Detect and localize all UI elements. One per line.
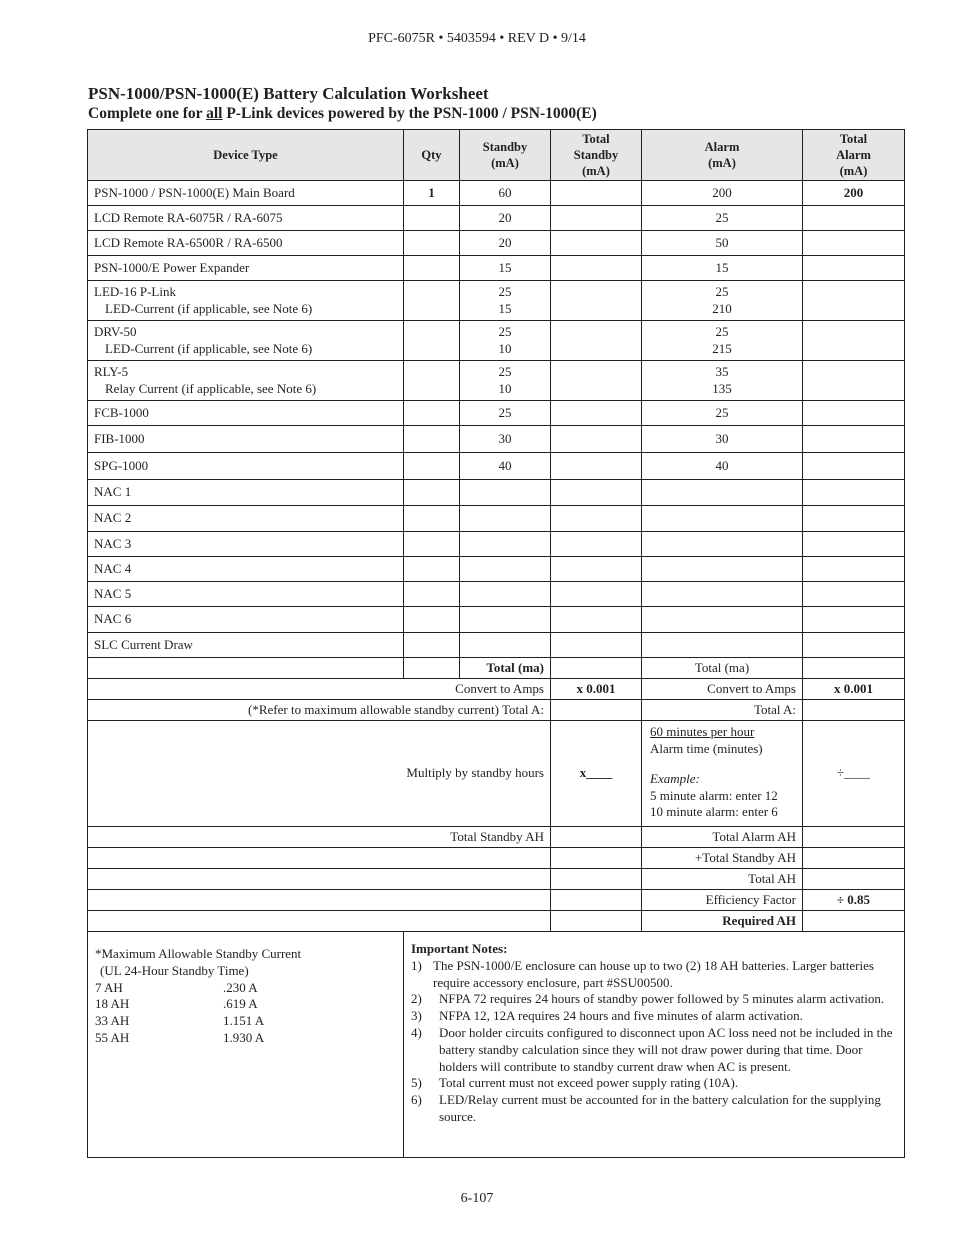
- total-standby-cell[interactable]: [551, 361, 642, 401]
- total-alarm-cell[interactable]: [803, 426, 905, 453]
- total-alarm-cell[interactable]: 200: [803, 181, 905, 206]
- efficiency-factor-value: ÷ 0.85: [803, 890, 905, 911]
- standby-cell: 25 10: [460, 361, 551, 401]
- blank-cell: [88, 848, 551, 869]
- total-alarm-cell[interactable]: [803, 281, 905, 321]
- total-standby-cell[interactable]: [551, 453, 642, 480]
- battery-calculation-table: [87, 129, 905, 932]
- device-type-cell: FIB-1000: [88, 426, 404, 453]
- qty-cell[interactable]: [404, 453, 460, 480]
- total-standby-cell[interactable]: [551, 557, 642, 582]
- standby-cell: [460, 557, 551, 582]
- blank-cell: [551, 890, 642, 911]
- total-standby-cell[interactable]: [551, 426, 642, 453]
- alarm-cell: 40: [642, 453, 803, 480]
- qty-cell[interactable]: [404, 361, 460, 401]
- standby-total-a-field[interactable]: [551, 700, 642, 721]
- standby-cell: 20: [460, 231, 551, 256]
- device-type-cell: NAC 3: [88, 532, 404, 557]
- alarm-cell: 25 210: [642, 281, 803, 321]
- col-standby: Standby (mA): [460, 130, 551, 181]
- convert-amps-alarm-factor: x 0.001: [803, 679, 905, 700]
- table-row: [88, 281, 905, 321]
- total-standby-cell[interactable]: [551, 206, 642, 231]
- qty-cell[interactable]: [404, 231, 460, 256]
- total-standby-cell[interactable]: [551, 231, 642, 256]
- standby-cell: 30: [460, 426, 551, 453]
- device-type-cell: RLY-5 Relay Current (if applicable, see Note 6): [88, 361, 404, 401]
- convert-amps-standby-label: Convert to Amps: [88, 679, 551, 700]
- total-ma-alarm-field[interactable]: [803, 658, 905, 679]
- total-alarm-cell[interactable]: [803, 582, 905, 607]
- table-row: [88, 633, 905, 658]
- total-alarm-cell[interactable]: [803, 607, 905, 633]
- alarm-time-instructions: 60 minutes per hour Alarm time (minutes) Example: 5 minute alarm: enter 12 10 minute alarm: enter 6: [642, 721, 803, 827]
- page-number: 6-107: [460, 1191, 494, 1206]
- total-alarm-cell[interactable]: [803, 256, 905, 281]
- alarm-cell: [642, 607, 803, 633]
- required-ah-label: Required AH: [642, 911, 803, 932]
- device-type-cell: NAC 2: [88, 506, 404, 532]
- total-standby-cell[interactable]: [551, 582, 642, 607]
- table-row: [88, 480, 905, 506]
- table-row: [88, 453, 905, 480]
- total-alarm-cell[interactable]: [803, 506, 905, 532]
- standby-cell: 25 15: [460, 281, 551, 321]
- table-row: [88, 181, 905, 206]
- qty-cell[interactable]: [404, 426, 460, 453]
- plus-total-standby-ah-field[interactable]: [803, 848, 905, 869]
- alarm-cell: 30: [642, 426, 803, 453]
- table-row: [88, 607, 905, 633]
- qty-cell[interactable]: [404, 532, 460, 557]
- total-standby-cell[interactable]: [551, 281, 642, 321]
- qty-cell[interactable]: 1: [404, 181, 460, 206]
- total-alarm-cell[interactable]: [803, 401, 905, 426]
- total-alarm-cell[interactable]: [803, 231, 905, 256]
- qty-cell[interactable]: [404, 557, 460, 582]
- standby-cell: [460, 480, 551, 506]
- total-standby-cell[interactable]: [551, 401, 642, 426]
- worksheet-subtitle: Complete one for all P-Link devices powered by the PSN-1000 / PSN-1000(E): [88, 105, 597, 122]
- alarm-total-a-label: Total A:: [642, 700, 803, 721]
- device-type-cell: LED-16 P-Link LED-Current (if applicable, see Note 6): [88, 281, 404, 321]
- notes-table: [87, 931, 905, 1158]
- device-type-cell: NAC 5: [88, 582, 404, 607]
- note-item: 1) The PSN-1000/E enclosure can house up to two (2) 18 AH batteries. Larger batteries require accessory enclosure, part #SSU00500.: [411, 957, 874, 990]
- alarm-cell: 15: [642, 256, 803, 281]
- alarm-cell: [642, 506, 803, 532]
- blank-cell: [551, 911, 642, 932]
- total-standby-cell[interactable]: [551, 506, 642, 532]
- standby-cell: 60: [460, 181, 551, 206]
- max-current-title: *Maximum Allowable Standby Current: [95, 946, 302, 961]
- total-alarm-cell[interactable]: [803, 480, 905, 506]
- device-type-cell: DRV-50 LED-Current (if applicable, see Note 6): [88, 321, 404, 361]
- blank-cell: [88, 911, 551, 932]
- standby-cell: [460, 582, 551, 607]
- note-item: 3) NFPA 12, 12A requires 24 hours and five minutes of alarm activation.: [411, 1008, 803, 1024]
- alarm-time-field[interactable]: ÷____: [803, 721, 905, 827]
- alarm-cell: 35 135: [642, 361, 803, 401]
- important-notes-box: [404, 932, 905, 1158]
- efficiency-factor-label: Efficiency Factor: [642, 890, 803, 911]
- alarm-cell: 25: [642, 401, 803, 426]
- total-standby-cell[interactable]: [551, 607, 642, 633]
- total-alarm-cell[interactable]: [803, 532, 905, 557]
- note-item: 4) Door holder circuits configured to disconnect upon AC loss need not be included in the battery standby calculation since they will not draw power during that time. Door holders will contribute to standby current draw when AC is present.: [411, 1024, 893, 1074]
- max-current-item: 55 AH 1.930 A: [95, 1029, 265, 1045]
- device-type-cell: NAC 6: [88, 607, 404, 633]
- notes-title: Important Notes:: [411, 941, 508, 956]
- standby-cell: [460, 532, 551, 557]
- total-alarm-ah-label: Total Alarm AH: [642, 827, 803, 848]
- standby-total-a-label: (*Refer to maximum allowable standby current) Total A:: [88, 700, 551, 721]
- blank-cell: [88, 869, 551, 890]
- note-item: 2) NFPA 72 requires 24 hours of standby power followed by 5 minutes alarm activation.: [411, 991, 885, 1007]
- total-alarm-cell[interactable]: [803, 633, 905, 658]
- total-standby-cell[interactable]: [551, 181, 642, 206]
- qty-cell[interactable]: [404, 206, 460, 231]
- table-row: [88, 506, 905, 532]
- standby-cell: 25: [460, 401, 551, 426]
- table-row: [88, 426, 905, 453]
- col-qty: Qty: [404, 130, 460, 181]
- total-standby-cell[interactable]: [551, 480, 642, 506]
- table-row: [88, 321, 905, 361]
- note-item: 6) LED/Relay current must be accounted for in the battery calculation for the supplying source.: [411, 1092, 881, 1124]
- qty-cell[interactable]: [404, 582, 460, 607]
- standby-cell: [460, 633, 551, 658]
- alarm-cell: [642, 633, 803, 658]
- device-type-cell: PSN-1000/E Power Expander: [88, 256, 404, 281]
- table-row: [88, 557, 905, 582]
- alarm-cell: 50: [642, 231, 803, 256]
- standby-cell: 25 10: [460, 321, 551, 361]
- alarm-total-a-field[interactable]: [803, 700, 905, 721]
- max-current-item: 33 AH 1.151 A: [95, 1013, 265, 1029]
- total-standby-cell[interactable]: [551, 633, 642, 658]
- standby-hours-field[interactable]: x____: [551, 721, 642, 827]
- table-row: [88, 206, 905, 231]
- total-alarm-cell[interactable]: [803, 361, 905, 401]
- table-row: [88, 532, 905, 557]
- total-standby-ah-field[interactable]: [551, 827, 642, 848]
- qty-cell[interactable]: [404, 607, 460, 633]
- note-item: 5) Total current must not exceed power supply rating (10A).: [411, 1075, 739, 1091]
- device-type-cell: NAC 4: [88, 557, 404, 582]
- totals-blank-qty: [404, 658, 460, 679]
- totals-blank: [88, 658, 404, 679]
- standby-cell: [460, 506, 551, 532]
- multiply-standby-hours-label: Multiply by standby hours: [88, 721, 551, 827]
- total-standby-ah-label: Total Standby AH: [88, 827, 551, 848]
- convert-amps-alarm-label: Convert to Amps: [642, 679, 803, 700]
- device-type-cell: LCD Remote RA-6500R / RA-6500: [88, 231, 404, 256]
- standby-cell: 15: [460, 256, 551, 281]
- qty-cell[interactable]: [404, 633, 460, 658]
- max-current-item: 7 AH .230 A: [95, 979, 258, 995]
- total-standby-cell[interactable]: [551, 321, 642, 361]
- total-ma-standby-label: Total (ma): [460, 658, 551, 679]
- device-type-cell: SPG-1000: [88, 453, 404, 480]
- convert-amps-standby-factor: x 0.001: [551, 679, 642, 700]
- alarm-cell: [642, 532, 803, 557]
- qty-cell[interactable]: [404, 401, 460, 426]
- col-total-standby: Total Standby (mA): [551, 130, 642, 181]
- table-row: [88, 256, 905, 281]
- alarm-cell: 25: [642, 206, 803, 231]
- table-row: [88, 582, 905, 607]
- blank-cell: [551, 869, 642, 890]
- blank-cell: [88, 890, 551, 911]
- alarm-cell: [642, 557, 803, 582]
- qty-cell[interactable]: [404, 256, 460, 281]
- qty-cell[interactable]: [404, 281, 460, 321]
- device-type-cell: SLC Current Draw: [88, 633, 404, 658]
- table-row: [88, 231, 905, 256]
- total-alarm-cell[interactable]: [803, 453, 905, 480]
- total-alarm-cell[interactable]: [803, 321, 905, 361]
- table-row: [88, 401, 905, 426]
- device-type-cell: LCD Remote RA-6075R / RA-6075: [88, 206, 404, 231]
- total-ma-alarm-label: Total (ma): [642, 658, 803, 679]
- alarm-cell: [642, 582, 803, 607]
- total-alarm-cell[interactable]: [803, 206, 905, 231]
- col-alarm: Alarm (mA): [642, 130, 803, 181]
- document-header: PFC-6075R • 5403594 • REV D • 9/14: [368, 31, 586, 46]
- total-alarm-cell[interactable]: [803, 557, 905, 582]
- total-alarm-ah-field[interactable]: [803, 827, 905, 848]
- required-ah-field[interactable]: [803, 911, 905, 932]
- max-current-box: [88, 932, 404, 1158]
- alarm-cell: [642, 480, 803, 506]
- total-ah-label: Total AH: [642, 869, 803, 890]
- device-type-cell: NAC 1: [88, 480, 404, 506]
- standby-cell: 40: [460, 453, 551, 480]
- total-standby-cell[interactable]: [551, 256, 642, 281]
- max-current-subtitle: (UL 24-Hour Standby Time): [100, 962, 249, 978]
- blank-cell: [551, 848, 642, 869]
- col-total-alarm: Total Alarm (mA): [803, 130, 905, 181]
- total-ah-field[interactable]: [803, 869, 905, 890]
- total-standby-cell[interactable]: [551, 532, 642, 557]
- col-device-type: Device Type: [88, 130, 404, 181]
- standby-cell: 20: [460, 206, 551, 231]
- alarm-cell: 25 215: [642, 321, 803, 361]
- table-row: [88, 361, 905, 401]
- alarm-cell: 200: [642, 181, 803, 206]
- total-ma-standby-field[interactable]: [551, 658, 642, 679]
- qty-cell[interactable]: [404, 506, 460, 532]
- max-current-item: 18 AH .619 A: [95, 996, 258, 1012]
- standby-cell: [460, 607, 551, 633]
- plus-total-standby-ah-label: +Total Standby AH: [642, 848, 803, 869]
- device-type-cell: FCB-1000: [88, 401, 404, 426]
- qty-cell[interactable]: [404, 480, 460, 506]
- qty-cell[interactable]: [404, 321, 460, 361]
- device-type-cell: PSN-1000 / PSN-1000(E) Main Board: [88, 181, 404, 206]
- worksheet-title: PSN-1000/PSN-1000(E) Battery Calculation Worksheet: [88, 84, 489, 103]
